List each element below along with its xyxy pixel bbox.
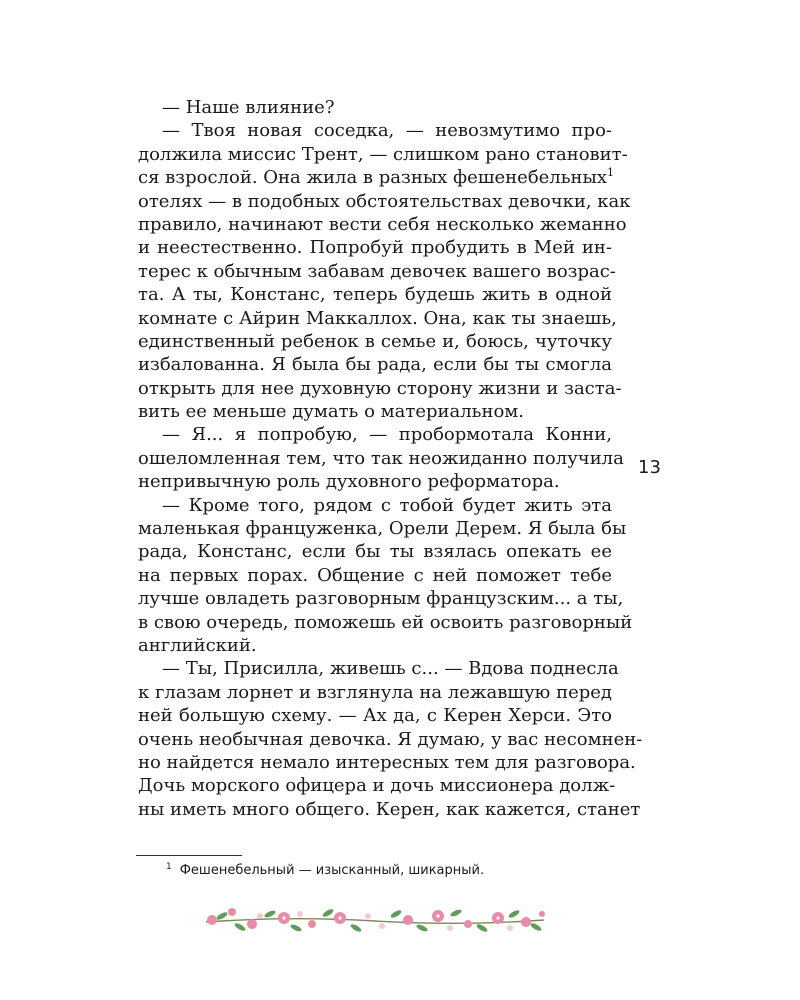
text-line-content: комнате с Айрин Маккаллох. Она, как ты знаешь, — [138, 307, 617, 329]
text-line — [138, 564, 612, 587]
text-line — [138, 798, 641, 821]
text-line — [138, 447, 624, 470]
text-line-content: та. А ты, Констанс, теперь будешь жить в одной — [138, 284, 612, 306]
text-line — [138, 96, 612, 119]
text-line — [138, 470, 612, 493]
text-line — [138, 143, 628, 166]
text-line — [138, 774, 616, 797]
text-line — [138, 728, 643, 751]
text-line-content: английский. — [138, 634, 257, 656]
text-line — [138, 330, 612, 353]
text-line-content: очень необычная девочка. Я думаю, у вас несомнен- — [138, 728, 643, 750]
text-line — [138, 587, 624, 610]
text-line — [138, 213, 627, 236]
text-line-content: единственный ребенок в семье и, боюсь, чуточку — [138, 330, 612, 352]
floral-garland-ornament — [200, 898, 550, 944]
text-line-content: к глазам лорнет и взглянула на лежавшую перед — [138, 681, 612, 703]
text-line-content: — Кроме того, рядом с тобой будет жить эта — [162, 494, 612, 516]
text-line-content: маленькая француженка, Орели Дерем. Я была бы — [138, 518, 627, 540]
text-line — [138, 704, 612, 727]
text-line-content: избалованна. Я была бы рада, если бы ты смогла — [138, 354, 612, 376]
text-line — [138, 494, 612, 517]
page-number: 13 — [638, 457, 661, 478]
text-line-content: ны иметь много общего. Керен, как кажется, станет — [138, 798, 641, 820]
text-line-content: непривычную роль духовного реформатора. — [138, 471, 560, 493]
text-line — [138, 166, 615, 189]
text-line-content: вить ее меньше думать о материальном. — [138, 401, 525, 423]
text-line — [138, 681, 612, 704]
footnote-mark: 1 — [166, 862, 172, 872]
text-line — [138, 517, 627, 540]
text-line — [138, 400, 612, 423]
text-line-content: — Наше влияние? — [162, 97, 335, 118]
text-line-content: правило, начинают вести себя несколько жеманно — [138, 213, 627, 235]
text-line — [138, 657, 619, 680]
text-line-content: ся взрослой. Она жила в разных фешенебельных — [138, 167, 608, 189]
text-line-content: должила миссис Трент, — слишком рано становит- — [138, 143, 628, 165]
text-line — [138, 423, 612, 446]
footnote — [166, 862, 484, 878]
body-text — [138, 96, 643, 821]
footnote-separator — [136, 855, 242, 856]
footnote-text: Фешенебельный — изысканный, шикарный. — [179, 863, 485, 878]
text-line-content: на первых порах. Общение с ней поможет тебе — [138, 564, 612, 586]
text-line — [138, 283, 612, 306]
text-line-content: — Я... я попробую, — пробормотала Конни, — [162, 424, 612, 446]
text-line — [138, 190, 631, 213]
text-line — [138, 236, 612, 259]
text-line-content: лучше овладеть разговорным французским... а ты, — [138, 588, 624, 610]
text-line-content: — Твоя новая соседка, — невозмутимо про- — [162, 120, 612, 142]
text-line-content: рада, Констанс, если бы ты взялась опекать ее — [138, 541, 612, 563]
text-line — [138, 353, 612, 376]
text-line — [138, 377, 622, 400]
text-line-content: открыть для нее духовную сторону жизни и заста- — [138, 377, 622, 399]
text-line-content: отелях — в подобных обстоятельствах девочки, как — [138, 190, 631, 212]
text-line — [138, 634, 612, 657]
text-line-content: ошеломленная тем, что так неожиданно получила — [138, 447, 624, 469]
text-line-content: ней большую схему. — Ах да, с Керен Херси. Это — [138, 705, 612, 727]
text-line-content: — Ты, Присилла, живешь с... — Вдова поднесла — [162, 658, 619, 680]
text-line — [138, 540, 612, 563]
text-line — [138, 119, 612, 142]
text-line — [138, 307, 617, 330]
text-line — [138, 611, 633, 634]
text-line — [138, 751, 636, 774]
text-line-content: но найдется немало интересных тем для разговора. — [138, 751, 636, 773]
text-line-content: терес к обычным забавам девочек вашего возрас- — [138, 260, 616, 282]
footnote-reference: 1 — [607, 166, 615, 180]
text-line-content: Дочь морского офицера и дочь миссионера долж- — [138, 775, 616, 797]
text-line-content: в свою очередь, поможешь ей освоить разговорный — [138, 611, 633, 633]
text-line — [138, 260, 616, 283]
text-line-content: и неестественно. Попробуй пробудить в Мей ин- — [138, 237, 612, 259]
